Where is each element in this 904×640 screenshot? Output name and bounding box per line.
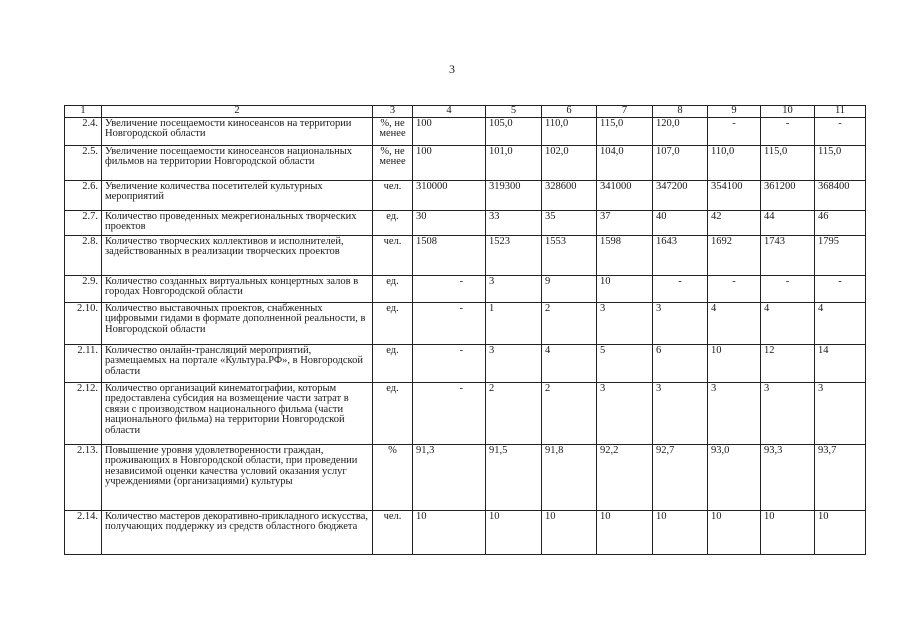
value-cell: 105,0 — [486, 117, 542, 145]
value-cell: 341000 — [597, 180, 653, 210]
value-cell: 10 — [653, 510, 708, 554]
indicator-name: Количество организаций кинематографии, которым предоставлена субсидия на возмещение части затрат в связи с производством национального фильма (части национального фильма) на территории Новгородской области — [102, 382, 373, 444]
value-cell: 92,7 — [653, 444, 708, 510]
value-cell: 310000 — [413, 180, 486, 210]
indicator-name: Количество выставочных проектов, снабженных цифровыми гидами в формате дополненной реальности, в Новгородской области — [102, 302, 373, 344]
value-cell: 91,3 — [413, 444, 486, 510]
indicator-name: Количество мастеров декоративно-прикладного искусства, получающих поддержку из средств областного бюджета — [102, 510, 373, 554]
value-cell: 115,0 — [761, 145, 815, 180]
value-cell: - — [413, 382, 486, 444]
value-cell: 102,0 — [542, 145, 597, 180]
value-cell: 115,0 — [597, 117, 653, 145]
value-cell: 1692 — [708, 235, 761, 275]
unit-of-measure: ед. — [373, 275, 413, 302]
value-cell: 3 — [486, 275, 542, 302]
value-cell: 1795 — [815, 235, 866, 275]
unit-of-measure: ед. — [373, 302, 413, 344]
value-cell: 6 — [653, 344, 708, 382]
column-header-9: 9 — [708, 106, 761, 118]
row-number: 2.14. — [65, 510, 102, 554]
value-cell: 319300 — [486, 180, 542, 210]
value-cell: 10 — [708, 510, 761, 554]
unit-of-measure: ед. — [373, 344, 413, 382]
value-cell: 1643 — [653, 235, 708, 275]
value-cell: 10 — [413, 510, 486, 554]
value-cell: 328600 — [542, 180, 597, 210]
indicator-name: Количество онлайн-трансляций мероприятий, размещаемых на портале «Культура.РФ», в Новгородской области — [102, 344, 373, 382]
value-cell: 91,5 — [486, 444, 542, 510]
column-header-11: 11 — [815, 106, 866, 118]
value-cell: 368400 — [815, 180, 866, 210]
row-number: 2.7. — [65, 210, 102, 235]
value-cell: 14 — [815, 344, 866, 382]
value-cell: 5 — [597, 344, 653, 382]
unit-of-measure: чел. — [373, 180, 413, 210]
column-header-5: 5 — [486, 106, 542, 118]
page-number: 3 — [449, 62, 455, 76]
column-header-2: 2 — [102, 106, 373, 118]
value-cell: 104,0 — [597, 145, 653, 180]
value-cell: 10 — [761, 510, 815, 554]
value-cell: 10 — [815, 510, 866, 554]
column-header-6: 6 — [542, 106, 597, 118]
column-header-7: 7 — [597, 106, 653, 118]
unit-of-measure: чел. — [373, 510, 413, 554]
indicator-name: Количество созданных виртуальных концертных залов в городах Новгородской области — [102, 275, 373, 302]
indicator-name: Количество творческих коллективов и исполнителей, задействованных в реализации творческих проектов — [102, 235, 373, 275]
indicator-name: Увеличение посещаемости киносеансов национальных фильмов на территории Новгородской области — [102, 145, 373, 180]
value-cell: 93,0 — [708, 444, 761, 510]
row-number: 2.9. — [65, 275, 102, 302]
value-cell: 33 — [486, 210, 542, 235]
unit-of-measure: чел. — [373, 235, 413, 275]
value-cell: 3 — [597, 302, 653, 344]
row-number: 2.12. — [65, 382, 102, 444]
value-cell: 3 — [815, 382, 866, 444]
row-number: 2.8. — [65, 235, 102, 275]
indicator-name: Увеличение посещаемости киносеансов на территории Новгородской области — [102, 117, 373, 145]
table-row — [65, 210, 866, 235]
value-cell: 10 — [708, 344, 761, 382]
value-cell: 110,0 — [542, 117, 597, 145]
table-row — [65, 145, 866, 180]
value-cell: 10 — [597, 275, 653, 302]
value-cell: 1508 — [413, 235, 486, 275]
value-cell: 115,0 — [815, 145, 866, 180]
row-number: 2.11. — [65, 344, 102, 382]
value-cell: 4 — [708, 302, 761, 344]
value-cell: 10 — [486, 510, 542, 554]
value-cell: 93,7 — [815, 444, 866, 510]
value-cell: 1743 — [761, 235, 815, 275]
value-cell: 100 — [413, 145, 486, 180]
value-cell: 4 — [542, 344, 597, 382]
value-cell: - — [413, 344, 486, 382]
value-cell: 4 — [815, 302, 866, 344]
value-cell: 347200 — [653, 180, 708, 210]
value-cell: 12 — [761, 344, 815, 382]
value-cell: - — [815, 275, 866, 302]
value-cell: 44 — [761, 210, 815, 235]
row-number: 2.6. — [65, 180, 102, 210]
unit-of-measure: ед. — [373, 210, 413, 235]
value-cell: - — [761, 275, 815, 302]
value-cell: 1553 — [542, 235, 597, 275]
value-cell: 10 — [597, 510, 653, 554]
value-cell: 2 — [542, 302, 597, 344]
column-header-3: 3 — [373, 106, 413, 118]
column-header-4: 4 — [413, 106, 486, 118]
table-row — [65, 275, 866, 302]
value-cell: 100 — [413, 117, 486, 145]
indicator-name: Количество проведенных межрегиональных творческих проектов — [102, 210, 373, 235]
value-cell: 30 — [413, 210, 486, 235]
row-number: 2.10. — [65, 302, 102, 344]
value-cell: 1523 — [486, 235, 542, 275]
value-cell: 37 — [597, 210, 653, 235]
table-row — [65, 344, 866, 382]
unit-of-measure: %, не менее — [373, 117, 413, 145]
value-cell: - — [653, 275, 708, 302]
value-cell: 361200 — [761, 180, 815, 210]
table-row — [65, 302, 866, 344]
indicator-name: Увеличение количества посетителей культурных мероприятий — [102, 180, 373, 210]
row-number: 2.4. — [65, 117, 102, 145]
value-cell: 354100 — [708, 180, 761, 210]
value-cell: - — [761, 117, 815, 145]
table-row — [65, 510, 866, 554]
value-cell: 91,8 — [542, 444, 597, 510]
indicators-table — [64, 105, 866, 555]
row-number: 2.13. — [65, 444, 102, 510]
value-cell: 3 — [653, 382, 708, 444]
unit-of-measure: ед. — [373, 382, 413, 444]
column-header-8: 8 — [653, 106, 708, 118]
value-cell: 92,2 — [597, 444, 653, 510]
value-cell: 2 — [486, 382, 542, 444]
unit-of-measure: %, не менее — [373, 145, 413, 180]
value-cell: 10 — [542, 510, 597, 554]
value-cell: 46 — [815, 210, 866, 235]
value-cell: 120,0 — [653, 117, 708, 145]
table-row — [65, 235, 866, 275]
table-row — [65, 117, 866, 145]
indicator-name: Повышение уровня удовлетворенности граждан, проживающих в Новгородской области, при проведении независимой оценки качества условий оказания услуг учреждениями (организациями) культуры — [102, 444, 373, 510]
value-cell: 9 — [542, 275, 597, 302]
value-cell: 4 — [761, 302, 815, 344]
row-number: 2.5. — [65, 145, 102, 180]
value-cell: 1598 — [597, 235, 653, 275]
value-cell: - — [708, 117, 761, 145]
value-cell: - — [413, 302, 486, 344]
value-cell: 1 — [486, 302, 542, 344]
value-cell: 3 — [486, 344, 542, 382]
value-cell: 107,0 — [653, 145, 708, 180]
value-cell: 3 — [708, 382, 761, 444]
unit-of-measure: % — [373, 444, 413, 510]
column-header-10: 10 — [761, 106, 815, 118]
value-cell: 40 — [653, 210, 708, 235]
value-cell: 3 — [597, 382, 653, 444]
value-cell: 2 — [542, 382, 597, 444]
value-cell: - — [708, 275, 761, 302]
value-cell: 110,0 — [708, 145, 761, 180]
value-cell: - — [815, 117, 866, 145]
value-cell: 3 — [761, 382, 815, 444]
column-header-1: 1 — [65, 106, 102, 118]
table-header-row — [65, 106, 866, 118]
value-cell: 42 — [708, 210, 761, 235]
value-cell: 3 — [653, 302, 708, 344]
value-cell: - — [413, 275, 486, 302]
value-cell: 101,0 — [486, 145, 542, 180]
table-row — [65, 444, 866, 510]
value-cell: 35 — [542, 210, 597, 235]
value-cell: 93,3 — [761, 444, 815, 510]
table-row — [65, 180, 866, 210]
table-row — [65, 382, 866, 444]
